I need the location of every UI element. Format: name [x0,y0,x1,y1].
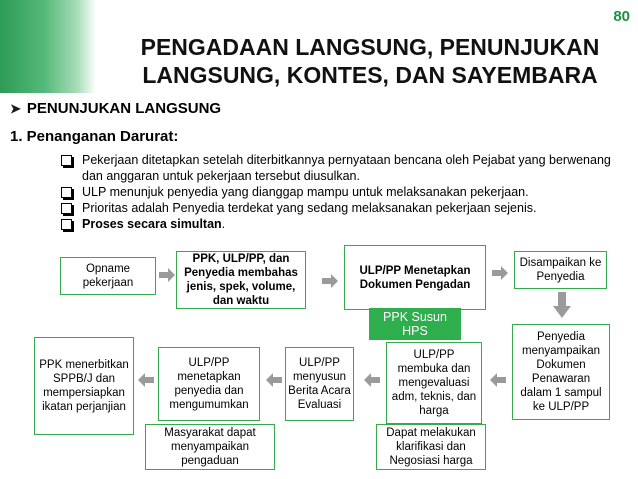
flow-box-ulp-dokumen: ULP/PP Menetapkan Dokumen Pengadan [344,245,486,310]
flow-box-ulp-berita: ULP/PP menyusun Berita Acara Evaluasi [285,347,354,421]
arrow-left-icon [138,373,154,387]
square-bullet-icon [61,187,72,198]
flow-box-penyedia-menyampaikan: Penyedia menyampaikan Dokumen Penawaran dalam 1 sampul ke ULP/PP [512,324,610,420]
subtitle [10,100,221,117]
flow-box-hps: PPK Susun HPS [369,308,461,340]
arrow-left-icon [364,373,380,387]
subtitle-text: PENUNJUKAN LANGSUNG [26,100,222,117]
flow-box-ppk-sppb: PPK menerbitkan SPPB/J dan mempersiapkan ikatan perjanjian [34,337,134,435]
square-bullet-icon [61,203,72,214]
arrow-left-icon [266,373,282,387]
list-item: Pekerjaan ditetapkan setelah diterbitkannya pernyataan bencana oleh Pejabat yang berwenang dan anggaran untuk pekerjaan tersebut diusulkan. [58,152,628,184]
title-accent-bar [0,0,96,93]
slide-title [120,33,620,89]
section-heading: 1. Penanganan Darurat: [10,128,179,145]
list-item: ULP menunjuk penyedia yang dianggap mampu untuk melaksanakan pekerjaan. [58,184,628,200]
arrow-right-icon [159,268,175,282]
list-item: Proses secara simultan. [58,216,628,232]
square-bullet-icon [61,155,72,166]
list-item: Prioritas adalah Penyedia terdekat yang sedang melaksanakan pekerjaan sejenis. [58,200,628,216]
arrow-right-icon [492,266,508,280]
flow-box-masyarakat: Masyarakat dapat menyampaikan pengaduan [145,424,275,470]
flow-box-klarifikasi: Dapat melakukan klarifikasi dan Negosiasi harga [376,424,486,470]
flow-box-ulp-tetapkan: ULP/PP menetapkan penyedia dan mengumumkan [158,347,260,421]
bullet-list [58,152,628,232]
page-number: 80 [613,8,630,25]
flow-box-opname: Opname pekerjaan [60,257,156,295]
bold-text: Proses secara simultan [82,217,222,231]
title-line-2: LANGSUNG, KONTES, DAN SAYEMBARA [142,62,598,88]
flow-box-ulp-evaluasi: ULP/PP membuka dan mengevaluasi adm, teknis, dan harga [386,342,482,424]
arrow-down-icon [553,292,571,318]
flow-box-disampaikan: Disampaikan ke Penyedia [514,251,607,289]
arrow-bullet-icon: ➤ [10,101,21,116]
arrow-right-icon [322,274,338,288]
title-line-1: PENGADAAN LANGSUNG, PENUNJUKAN [140,34,600,60]
square-bullet-icon [61,219,72,230]
arrow-left-icon [490,373,506,387]
flow-box-ppk-bahas: PPK, ULP/PP, dan Penyedia membahas jenis, spek, volume, dan waktu [176,251,306,309]
